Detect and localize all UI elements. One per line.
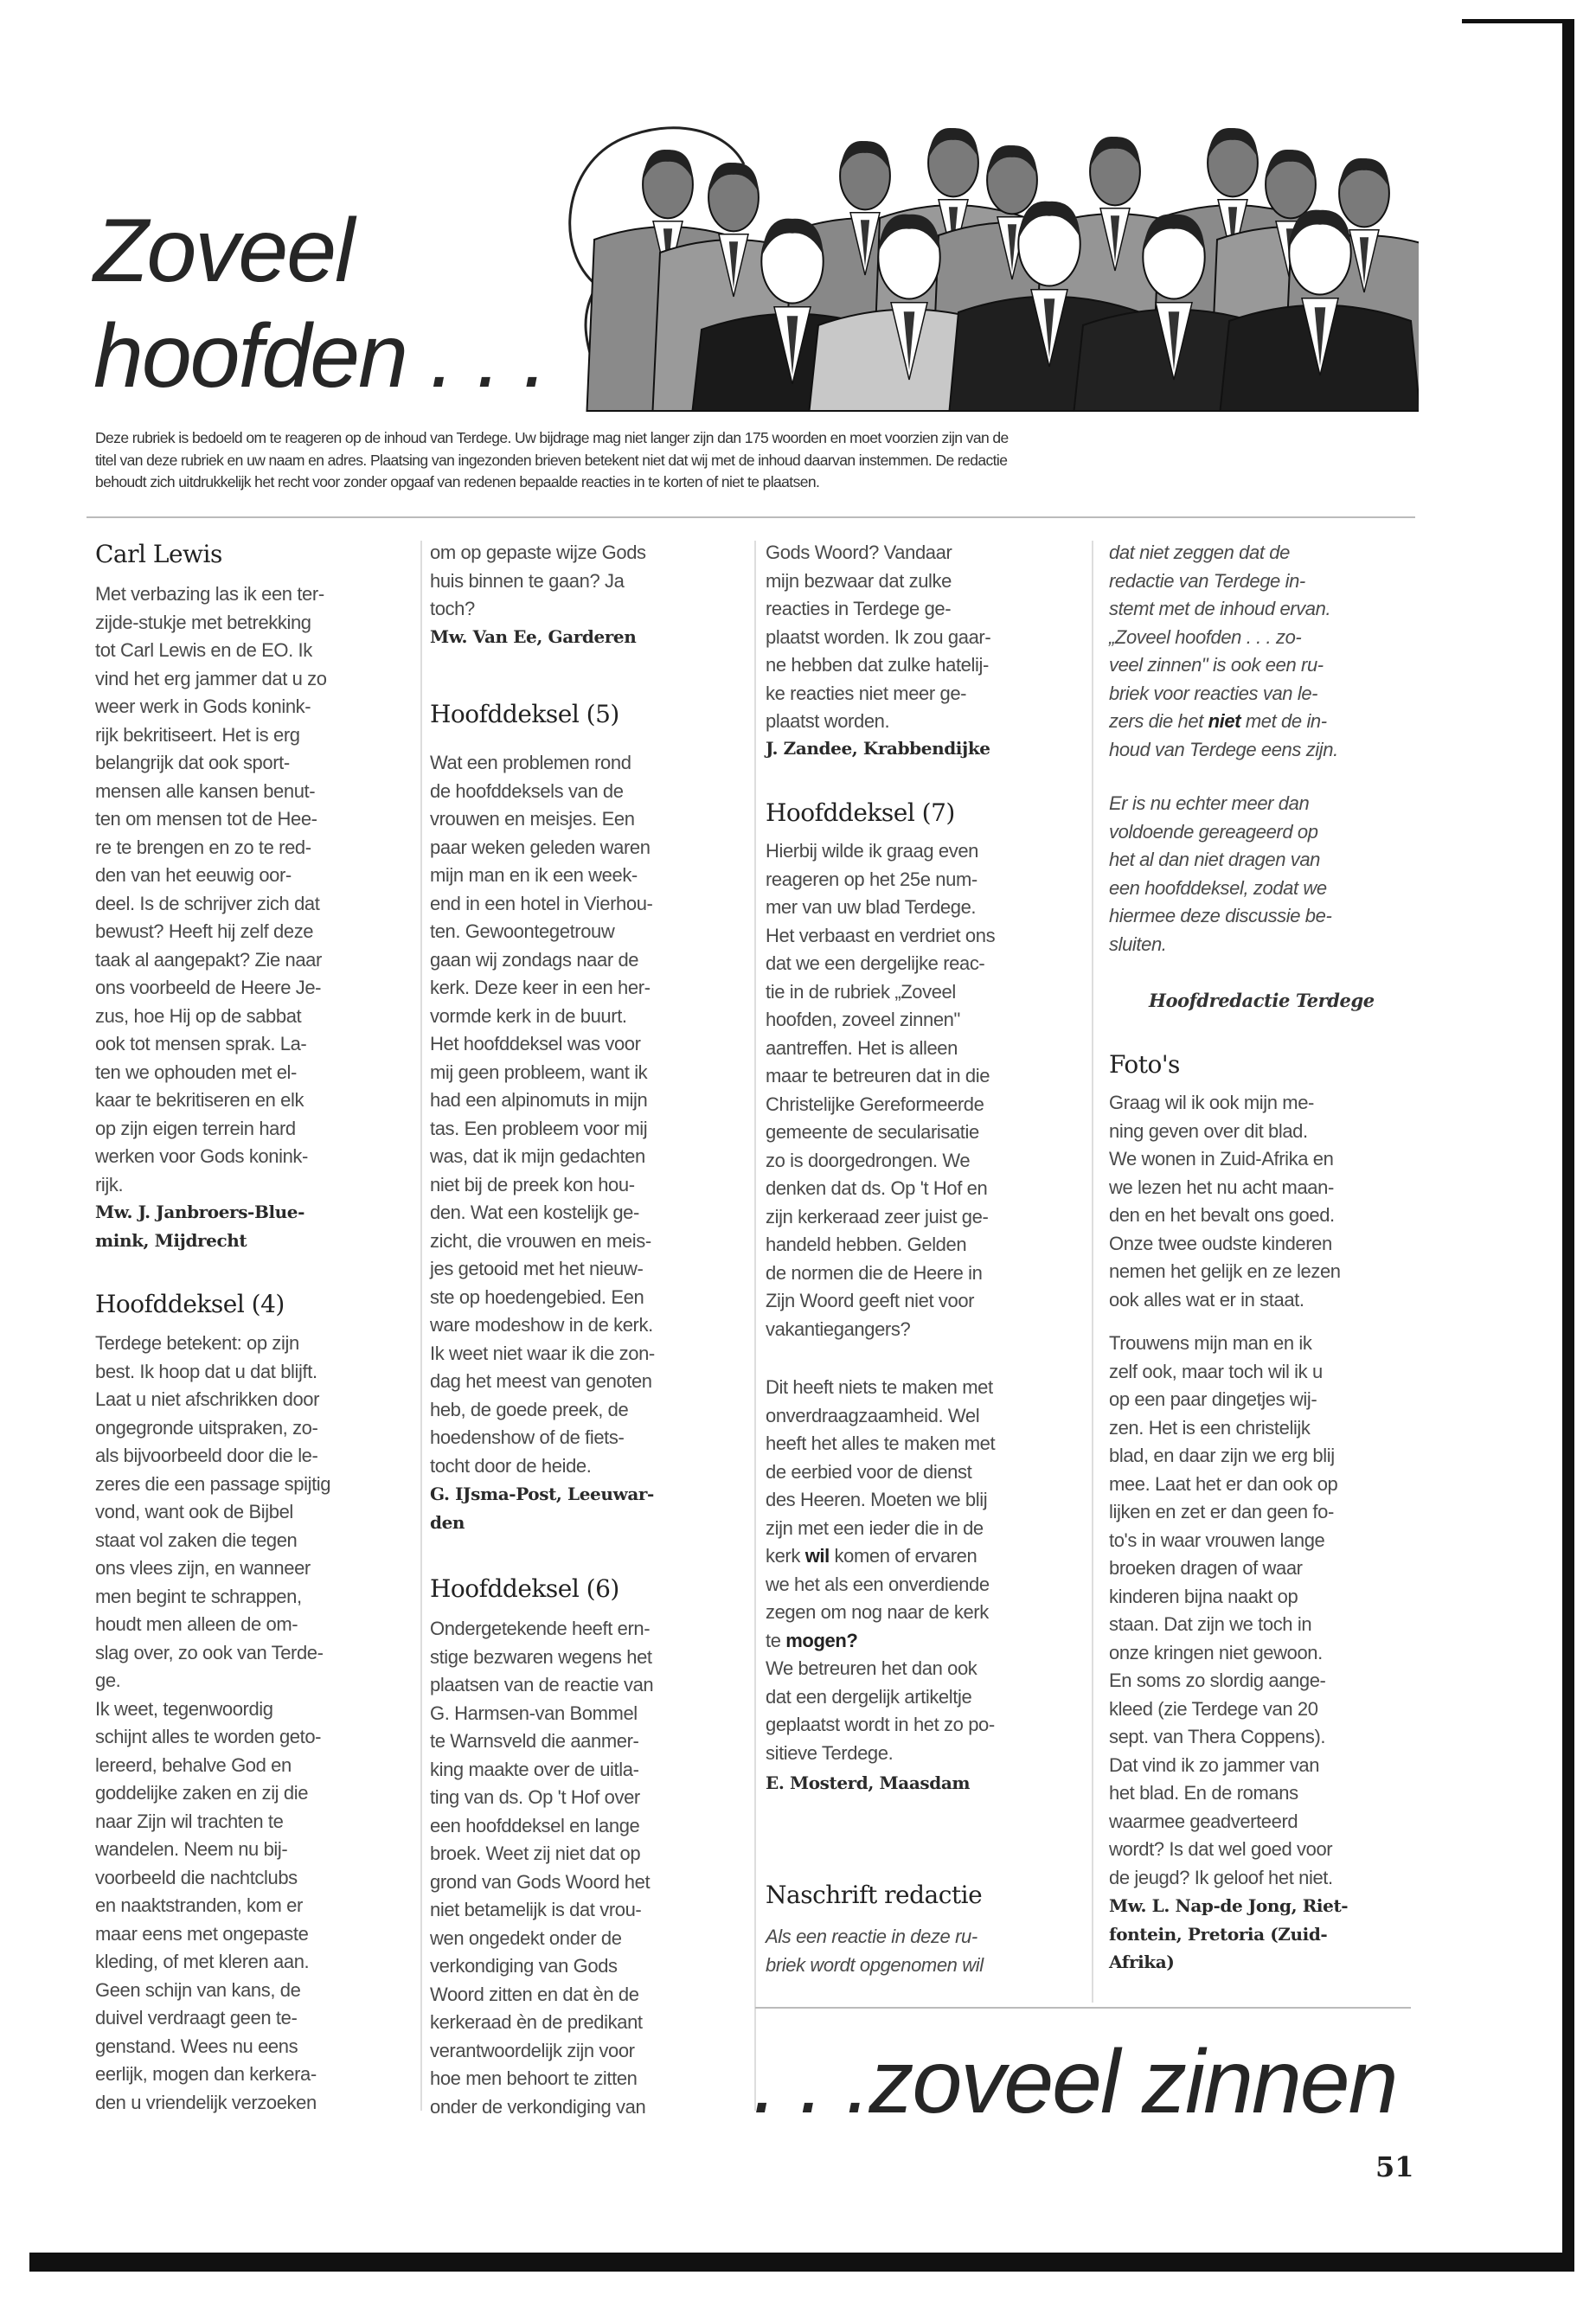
text-line: duivel verdraagt geen te-	[95, 2007, 298, 2029]
text-line: mer van uw blad Terdege.	[766, 896, 977, 918]
text-line: kinderen bijna naakt op	[1109, 1585, 1298, 1607]
section-heading: Hoofddeksel (6)	[430, 1574, 619, 1603]
text-line: briek voor reacties van le-	[1109, 682, 1318, 704]
paragraph	[430, 539, 646, 624]
bold-text: niet	[1208, 710, 1241, 732]
bold-text: wil	[804, 1545, 830, 1567]
text-line: Ondergetekende heeft ern-	[430, 1618, 651, 1639]
text-line: reacties in Terdege ge-	[766, 598, 952, 619]
text-line: kerkeraad èn de predikant	[430, 2011, 643, 2033]
crowd-illustration	[536, 104, 1419, 415]
text-line: ste op hoedengebied. Een	[430, 1285, 644, 1308]
text-line: deel. Is de schrijver zich dat	[95, 892, 320, 914]
text-line: ware modeshow in de kerk.	[430, 1314, 653, 1336]
page-number: 51	[1375, 2150, 1414, 2183]
text-line: mensen alle kansen benut-	[95, 779, 316, 802]
paragraph	[1109, 790, 1331, 958]
text-line: Zijn Woord geeft niet voor	[766, 1290, 975, 1311]
text-line: taak al aangepakt? Zie naar	[95, 948, 322, 971]
text-line: hoe men behoort te zitten	[430, 2067, 638, 2089]
text-line: redactie van Terdege in-	[1109, 569, 1305, 592]
closing-divider	[755, 2007, 1411, 2009]
intro-line: behoudt zich uitdrukkelijk het recht voor zonder opgaaf van redenen bepaalde reacties in te korten of niet te plaatsen.	[95, 473, 820, 490]
page-border-bottom	[29, 2253, 1574, 2272]
text-line: de jeugd? Ik geloof het niet.	[1109, 1866, 1333, 1888]
text-line: wandelen. Neem nu bij-	[95, 1838, 288, 1860]
text-segment: te	[766, 1629, 786, 1651]
text-line: verkondiging van Gods	[430, 1955, 618, 1977]
text-line: G. IJsma-Post, Leeuwar-	[430, 1484, 654, 1504]
letter-author	[430, 623, 636, 651]
text-line: zijn met een ieder die in de	[766, 1516, 984, 1539]
text-line: houdt men alleen de om-	[95, 1613, 298, 1635]
text-line: ne hebben dat zulke hatelij-	[766, 654, 989, 676]
text-line: genstand. Wees nu eens	[95, 2035, 298, 2057]
text-line: den u vriendelijk verzoeken	[95, 2091, 317, 2113]
text-line: dat niet zeggen dat de	[1109, 542, 1290, 563]
text-line: maar te betreuren dat in die	[766, 1065, 990, 1086]
text-line: de hoofddeksels van de	[430, 779, 624, 802]
text-line: verantwoordelijk zijn voor	[430, 2039, 635, 2061]
text-line: Graag wil ik ook mijn me-	[1109, 1092, 1314, 1113]
text-line: plaatst worden.	[766, 710, 890, 732]
text-line: J. Zandee, Krabbendijke	[766, 738, 990, 759]
text-line: jes getooid met het nieuw-	[430, 1258, 644, 1279]
text-line: ons voorbeeld de Heere Je-	[95, 977, 322, 998]
text-line: Als een reactie in deze ru-	[766, 1926, 977, 1947]
text-line: Dat vind ik zo jammer van	[1109, 1753, 1320, 1776]
text-line: het al dan niet dragen van	[1109, 849, 1321, 870]
editor-signature	[1149, 987, 1375, 1016]
text-line: zelf ook, maar toch wil ik u	[1109, 1360, 1323, 1382]
text-line: zijde-stukje met betrekking	[95, 611, 311, 633]
text-line: houd van Terdege eens zijn.	[1109, 738, 1338, 760]
text-line: te Warnsveld die aanmer-	[430, 1730, 639, 1752]
text-line: dat we een dergelijke reac-	[766, 952, 985, 974]
text-line: gaan wij zondags naar de	[430, 948, 639, 971]
text-line: voorbeeld die nachtclubs	[95, 1866, 298, 1888]
text-line: weer werk in Gods konink-	[95, 695, 311, 717]
text-line	[766, 1542, 995, 1571]
text-line: paar weken geleden waren	[430, 836, 651, 858]
text-line: zijn kerkeraad zeer juist ge-	[766, 1205, 989, 1227]
text-line: We betreuren het dan ook	[766, 1657, 977, 1679]
text-line: mijn bezwaar dat zulke	[766, 569, 952, 592]
text-line: sitieve Terdege.	[766, 1741, 894, 1764]
text-line: hiermee deze discussie be-	[1109, 905, 1332, 926]
paragraph	[766, 837, 995, 1343]
text-line: tie in de rubriek „Zoveel	[766, 980, 956, 1003]
paragraph	[95, 580, 327, 1199]
text-line: wen ongedekt onder de	[430, 1926, 622, 1949]
text-line: Mw. L. Nap-de Jong, Riet-	[1109, 1895, 1349, 1916]
text-line: het blad. En de romans	[1109, 1782, 1298, 1804]
text-line: werken voor Gods konink-	[95, 1145, 308, 1167]
bold-text: mogen?	[785, 1629, 858, 1651]
text-line: toch?	[430, 598, 475, 619]
text-line: zegen om nog naar de kerk	[766, 1601, 989, 1623]
text-line: belangrijk dat ook sport-	[95, 752, 290, 773]
text-line: dag het meest van genoten	[430, 1370, 652, 1392]
text-line: Mw. Van Ee, Garderen	[430, 626, 637, 647]
text-segment: kerk	[766, 1545, 805, 1567]
text-line: hoofden, zoveel zinnen"	[766, 1009, 960, 1030]
paragraph	[1109, 1089, 1341, 1314]
text-line: Dit heeft niets te maken met	[766, 1376, 993, 1398]
text-line: broeken dragen of waar	[1109, 1557, 1303, 1579]
text-line: de eerbied voor de dienst	[766, 1460, 972, 1483]
text-line: goddelijke zaken en zij die	[95, 1782, 309, 1804]
text-line: Afrika)	[1109, 1952, 1175, 1972]
text-line: naar Zijn wil trachten te	[95, 1810, 284, 1832]
text-line: to's in waar vrouwen lange	[1109, 1529, 1325, 1551]
text-line: om op gepaste wijze Gods	[430, 542, 646, 563]
text-line: zo is doorgedrongen. We	[766, 1149, 971, 1171]
text-line: lereerd, behalve God en	[95, 1753, 292, 1776]
text-line: kleed (zie Terdege van 20	[1109, 1697, 1318, 1720]
text-line: heeft het alles te maken met	[766, 1433, 996, 1454]
column-divider	[1092, 541, 1093, 2003]
text-line: men begint te schrappen,	[95, 1585, 302, 1607]
letter-author	[430, 1480, 654, 1536]
text-line: een hoofddeksel en lange	[430, 1814, 640, 1836]
text-line: hoedenshow of de fiets-	[430, 1426, 625, 1448]
text-segment: met de in-	[1240, 710, 1327, 732]
text-line: plaatsen van de reactie van	[430, 1674, 654, 1695]
text-line	[766, 1627, 995, 1656]
intro-line: titel van deze rubriek en uw naam en adres. Plaatsing van ingezonden brieven betekent niet dat wij met de inhoud daarvan instemmen. De redactie	[95, 451, 1008, 469]
closing-title: . . .zoveel zinnen	[753, 2032, 1397, 2132]
letter-author	[766, 1769, 970, 1798]
text-line: kleding, of met kleren aan.	[95, 1951, 310, 1972]
text-line: maar eens met ongepaste	[95, 1922, 309, 1945]
title-line-1: Zoveel	[93, 201, 354, 301]
text-line: slag over, zo ook van Terde-	[95, 1641, 324, 1663]
text-line: best. Ik hoop dat u dat blijft.	[95, 1360, 317, 1382]
text-line: tas. Een probleem voor mij	[430, 1117, 648, 1139]
text-line: ten om mensen tot de Hee-	[95, 808, 317, 830]
page-border-right	[1562, 21, 1574, 2272]
text-line: we het als een onverdiende	[766, 1573, 990, 1595]
text-line: zus, hoe Hij op de sabbat	[95, 1004, 302, 1027]
text-line: veel zinnen" is ook een ru-	[1109, 654, 1324, 676]
text-line: briek wordt opgenomen wil	[766, 1953, 984, 1976]
text-line: staan. Dat zijn we toch in	[1109, 1613, 1312, 1635]
text-line: blad, en daar zijn we erg blij	[1109, 1445, 1335, 1466]
text-line: wordt? Is dat wel goed voor	[1109, 1838, 1333, 1860]
letter-author	[1109, 1892, 1348, 1977]
text-line: E. Mosterd, Maasdam	[766, 1772, 971, 1793]
section-heading: Carl Lewis	[95, 540, 222, 568]
text-line: „Zoveel hoofden . . . zo-	[1109, 625, 1302, 648]
text-line: vakantiegangers?	[766, 1317, 911, 1340]
text-line: voldoende gereageerd op	[1109, 820, 1318, 843]
text-line: ten we ophouden met el-	[95, 1061, 297, 1083]
paragraph	[430, 749, 655, 1480]
text-line: ting van ds. Op 't Hof over	[430, 1786, 640, 1808]
text-line: Er is nu echter meer dan	[1109, 792, 1310, 814]
paragraph	[430, 1615, 653, 2121]
paragraph	[766, 1923, 984, 1979]
text-line: de normen die de Heere in	[766, 1261, 983, 1284]
text-line: stemt met de inhoud ervan.	[1109, 598, 1331, 619]
text-line: Wat een problemen rond	[430, 752, 631, 773]
text-line: fontein, Pretoria (Zuid-	[1109, 1923, 1328, 1945]
text-line: ning geven over dit blad.	[1109, 1119, 1308, 1142]
text-line: re te brengen en zo te red-	[95, 836, 311, 858]
text-line: staat vol zaken die tegen	[95, 1529, 298, 1551]
text-line: een hoofddeksel, zodat we	[1109, 876, 1327, 899]
text-line: Woord zitten en dat èn de	[430, 1983, 639, 2005]
text-line: mijn man en ik een week-	[430, 864, 638, 886]
text-line: Hierbij wilde ik graag even	[766, 840, 978, 862]
text-line: had een alpinomuts in mijn	[430, 1089, 648, 1111]
text-line: handeld hebben. Gelden	[766, 1234, 967, 1255]
text-line: op zijn eigen terrein hard	[95, 1117, 296, 1139]
text-line: kerk. Deze keer in een her-	[430, 977, 651, 998]
text-line: mij geen probleem, want ik	[430, 1061, 648, 1083]
text-line: onze kringen niet gewoon.	[1109, 1641, 1323, 1663]
text-line: ons vlees zijn, en wanneer	[95, 1557, 311, 1579]
text-line	[1109, 708, 1338, 736]
text-line: op een paar dingetjes wij-	[1109, 1388, 1317, 1410]
text-line: We wonen in Zuid-Afrika en	[1109, 1148, 1334, 1170]
text-line: den en het bevalt ons goed.	[1109, 1204, 1335, 1226]
text-line: ge.	[95, 1670, 121, 1691]
text-line: ook tot mensen sprak. La-	[95, 1033, 307, 1054]
text-line: lijken en zet er dan geen fo-	[1109, 1501, 1334, 1522]
text-line: ook alles wat er in staat.	[1109, 1288, 1304, 1311]
letter-author	[766, 734, 990, 763]
paragraph	[766, 539, 990, 736]
text-line: aantreffen. Het is alleen	[766, 1036, 958, 1059]
text-line: als bijvoorbeeld door die le-	[95, 1445, 318, 1466]
intro-text	[95, 427, 1419, 494]
text-line: zeres die een passage spijtig	[95, 1472, 331, 1495]
text-line: vond, want ook de Bijbel	[95, 1501, 293, 1522]
section-heading: Hoofddeksel (5)	[430, 700, 619, 728]
text-line: vormde kerk in de buurt.	[430, 1004, 627, 1027]
text-line: des Heeren. Moeten we blij	[766, 1489, 988, 1510]
text-line: ke reacties niet meer ge-	[766, 682, 967, 704]
title-line-2: hoofden . . .	[93, 306, 547, 407]
text-line: Geen schijn van kans, de	[95, 1978, 301, 2001]
text-line: ongegronde uitspraken, zo-	[95, 1416, 318, 1439]
text-line: kaar te bekritiseren en elk	[95, 1089, 304, 1111]
text-line: Mw. J. Janbroers-Blue-	[95, 1202, 305, 1222]
text-line: Terdege betekent: op zijn	[95, 1332, 299, 1354]
section-heading: Hoofddeksel (7)	[766, 798, 955, 827]
text-line: rijk bekritiseert. Het is erg	[95, 723, 300, 746]
text-line: ten. Gewoontegetrouw	[430, 920, 615, 942]
text-line: sluiten.	[1109, 933, 1167, 955]
text-line: sept. van Thera Coppens).	[1109, 1726, 1326, 1747]
text-line: dat een dergelijk artikeltje	[766, 1685, 972, 1708]
text-line: niet betamelijk is dat vrou-	[430, 1899, 642, 1920]
letter-author	[95, 1198, 304, 1254]
text-line: Gods Woord? Vandaar	[766, 542, 952, 563]
text-line: En soms zo slordig aange-	[1109, 1670, 1326, 1691]
text-line: mee. Laat het er dan ook op	[1109, 1472, 1338, 1495]
text-line: plaatst worden. Ik zou gaar-	[766, 625, 991, 648]
text-line: Laat u niet afschrikken door	[95, 1388, 320, 1410]
text-line: G. Harmsen-van Bommel	[430, 1702, 638, 1724]
page-border-top	[1462, 19, 1574, 23]
text-line: Onze twee oudste kinderen	[1109, 1232, 1332, 1254]
text-line: rijk.	[95, 1173, 124, 1195]
intro-line: Deze rubriek is bedoeld om te reageren op de inhoud van Terdege. Uw bijdrage mag niet langer zijn dan 175 woorden en moet voorzien zijn van de	[95, 429, 1009, 446]
text-line: huis binnen te gaan? Ja	[430, 569, 625, 592]
text-line: en naaktstranden, kom er	[95, 1894, 303, 1916]
text-line: Met verbazing las ik een ter-	[95, 583, 324, 605]
text-line: Hoofdredactie Terdege	[1149, 990, 1375, 1011]
section-heading: Hoofddeksel (4)	[95, 1290, 285, 1318]
text-line: tot Carl Lewis en de EO. Ik	[95, 639, 312, 661]
text-line: Het hoofddeksel was voor	[430, 1033, 641, 1054]
text-line: tocht door de heide.	[430, 1454, 592, 1477]
text-line: vrouwen en meisjes. Een	[430, 808, 635, 830]
text-line: end in een hotel in Vierhou-	[430, 892, 653, 914]
text-line: grond van Gods Woord het	[430, 1870, 651, 1893]
text-line: zen. Het is een christelijk	[1109, 1416, 1311, 1439]
header-divider	[87, 516, 1415, 518]
text-line: bewust? Heeft hij zelf deze	[95, 920, 314, 942]
section-heading: Foto's	[1109, 1050, 1180, 1079]
text-line: onder de verkondiging van	[430, 2095, 646, 2118]
text-line: Christelijke Gereformeerde	[766, 1093, 984, 1115]
paragraph	[1109, 539, 1338, 764]
text-line: den	[430, 1511, 465, 1533]
text-line: den van het eeuwig oor-	[95, 864, 292, 886]
paragraph	[1109, 1330, 1337, 1892]
text-line: king maakte over de uitla-	[430, 1758, 639, 1780]
text-line: mink, Mijdrecht	[95, 1229, 247, 1251]
text-line: stige bezwaren wegens het	[430, 1645, 652, 1668]
text-segment: zers die het	[1109, 710, 1208, 732]
text-line: zicht, die vrouwen en meis-	[430, 1229, 651, 1252]
text-line: denken dat ds. Op 't Hof en	[766, 1177, 988, 1199]
text-line: geplaatst wordt in het zo po-	[766, 1714, 995, 1735]
column-divider	[754, 541, 756, 2111]
text-line: Het verbaast en verdriet ons	[766, 924, 996, 946]
text-line: Trouwens mijn man en ik	[1109, 1332, 1312, 1354]
text-segment: komen of ervaren	[829, 1545, 977, 1567]
text-line: schijnt alles te worden geto-	[95, 1726, 322, 1747]
text-line: broek. Weet zij niet dat op	[430, 1843, 641, 1864]
text-line: was, dat ik mijn gedachten	[430, 1145, 645, 1167]
text-line: den. Wat een kostelijk ge-	[430, 1202, 639, 1223]
text-line: heb, de goede preek, de	[430, 1398, 629, 1420]
text-line: onverdraagzaamheid. Wel	[766, 1404, 980, 1426]
text-line: vind het erg jammer dat u zo	[95, 667, 327, 689]
text-line: Ik weet, tegenwoordig	[95, 1697, 273, 1720]
text-line: nemen het gelijk en ze lezen	[1109, 1260, 1341, 1282]
paragraph	[95, 1330, 330, 2117]
section-heading: Naschrift redactie	[766, 1881, 983, 1909]
text-line: eerlijk, mogen dan kerkera-	[95, 2063, 317, 2085]
text-line: Ik weet niet waar ik die zon-	[430, 1342, 655, 1364]
column-divider	[420, 541, 422, 2111]
text-line: we lezen het nu acht maan-	[1109, 1176, 1334, 1198]
text-line: waarmee geadverteerd	[1109, 1810, 1298, 1832]
text-line: niet bij de preek kon hou-	[430, 1173, 635, 1195]
text-line: gemeente de secularisatie	[766, 1121, 979, 1143]
paragraph	[766, 1374, 995, 1767]
text-line: reageren op het 25e num-	[766, 868, 977, 890]
